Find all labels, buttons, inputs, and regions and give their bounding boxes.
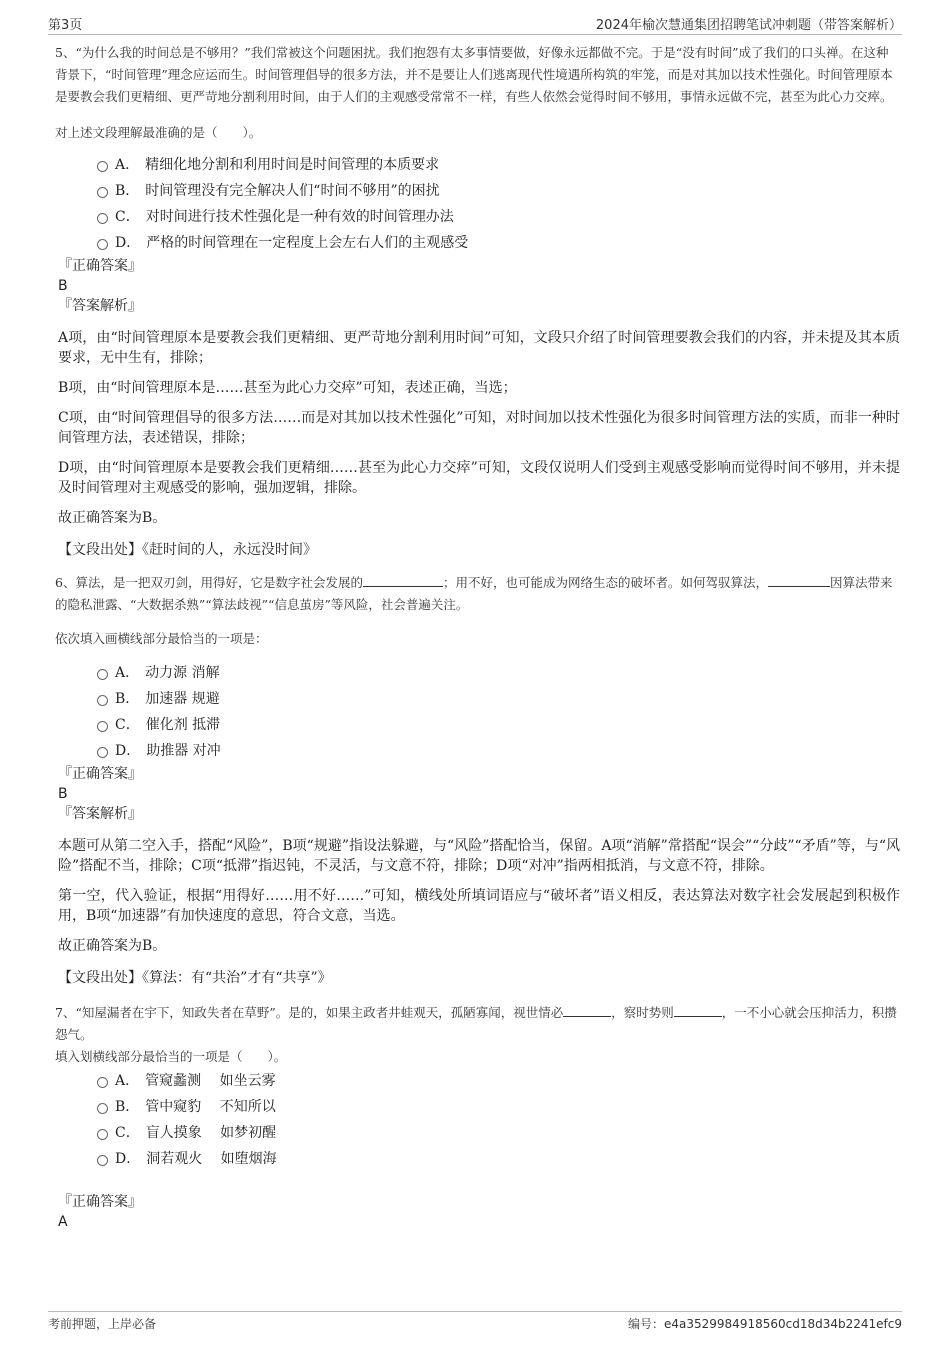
page-content [55, 42, 900, 1232]
blank-line [768, 572, 830, 587]
option-b[interactable]: B． 时间管理没有完全解决人们“时间不够用”的困扰 [95, 178, 900, 204]
blank-line [563, 1002, 611, 1017]
analysis-paragraph: 第一空，代入验证，根据“用得好……用不好……”可知，横线处所填词语应与“破坏者”语义相反，表达算法对数字社会发展起到积极作用，B项“加速器”有加快速度的意思，符合文意，当选。 [58, 888, 900, 924]
source-citation: 【文段出处】《赶时间的人，永远没时间》 [58, 542, 317, 558]
analysis-paragraph: B项，由“时间管理原本是……甚至为此心力交瘁”可知，表述正确，当选； [58, 380, 517, 396]
radio-icon[interactable] [97, 213, 108, 224]
question-5 [55, 42, 900, 560]
analysis-label: 『答案解析』 [58, 806, 142, 822]
page-header [48, 14, 902, 35]
radio-icon[interactable] [97, 669, 108, 680]
question-5-text: 5、“为什么我的时间总是不够用？”我们常被这个问题困扰。我们抱怨有太多事情要做，好像永远都做不完。于是“没有时间”成了我们的口头禅。在这种背景下，“时间管理”理念应运而生。时间管理倡导的很多方法，并不是要让人们逃离现代性境遇所构筑的牢笼，而是对其加以技术性强化。时间管理原本是要教会我们更精细、更严苛地分割利用时间，由于人们的主观感受常常不一样，有些人依然会觉得时间不够用，事情永远做不完，甚至为此心力交瘁。 [55, 45, 893, 104]
answer-value: A [58, 1214, 68, 1230]
question-7-text: 7、“知屋漏者在宇下，知政失者在草野”。是的，如果主政者井蛙观天，孤陋寡闻，视世情必 ，察时势则 ，一不小心就会压抑活力，积攒怨气。 [55, 1002, 900, 1046]
radio-icon[interactable] [97, 721, 108, 732]
option-d[interactable]: D． 助推器 对冲 [95, 738, 900, 764]
radio-icon[interactable] [97, 239, 108, 250]
answer-value: B [58, 786, 68, 802]
option-d[interactable]: D． 洞若观火 如堕烟海 [95, 1146, 900, 1172]
analysis-conclusion: 故正确答案为B。 [58, 510, 167, 526]
radio-icon[interactable] [97, 1077, 108, 1088]
analysis-label: 『答案解析』 [58, 298, 142, 314]
answer-label: 『正确答案』 [58, 1194, 142, 1210]
radio-icon[interactable] [97, 1155, 108, 1166]
analysis-paragraph: C项，由“时间管理倡导的很多方法……而是对其加以技术性强化”可知，对时间加以技术性强化为很多时间管理方法的实质，而非一种时间管理方法，表述错误，排除； [58, 410, 900, 446]
radio-icon[interactable] [97, 1103, 108, 1114]
option-c[interactable]: C． 催化剂 抵滞 [95, 712, 900, 738]
question-7-prompt: 填入划横线部分最恰当的一项是（ ）。 [55, 1049, 287, 1064]
option-c[interactable]: C． 对时间进行技术性强化是一种有效的时间管理办法 [95, 204, 900, 230]
document-title: 2024年榆次慧通集团招聘笔试冲刺题（带答案解析） [595, 18, 902, 33]
analysis-paragraph: A项，由“时间管理原本是要教会我们更精细、更严苛地分割利用时间”可知，文段只介绍了时间管理要教会我们的内容，并未提及其本质要求，无中生有，排除； [58, 330, 900, 366]
question-7 [55, 1002, 900, 1232]
question-6-text: 6、算法，是一把双刃剑，用得好，它是数字社会发展的 ；用不好，也可能成为网络生态的破坏者。如何驾驭算法， 因算法带来的隐私泄露、“大数据杀熟”“算法歧视”“信息茧房”等风险，社会普遍关注。 [55, 572, 900, 616]
page-number: 第3页 [48, 18, 83, 33]
option-a[interactable]: A． 精细化地分割和利用时间是时间管理的本质要求 [95, 152, 900, 178]
blank-line [674, 1002, 722, 1017]
answer-value: B [58, 278, 68, 294]
answer-label: 『正确答案』 [58, 766, 142, 782]
radio-icon[interactable] [97, 695, 108, 706]
radio-icon[interactable] [97, 161, 108, 172]
page-footer [48, 1311, 902, 1334]
option-a[interactable]: A． 动力源 消解 [95, 660, 900, 686]
footer-slogan: 考前押题，上岸必备 [48, 1317, 157, 1331]
analysis-paragraph: 本题可从第二空入手，搭配“风险”，B项“规避”指设法躲避，与“风险”搭配恰当，保留。A项“消解”常搭配“误会”“分歧”“矛盾”等，与“风险”搭配不当，排除；C项“抵滞”指迟钝，不灵活，与文意不符，排除；D项“对冲”指两相抵消，与文意不符，排除。 [58, 838, 900, 874]
analysis-conclusion: 故正确答案为B。 [58, 938, 167, 954]
option-a[interactable]: A． 管窥蠡测 如坐云雾 [95, 1068, 900, 1094]
question-5-options [55, 152, 900, 256]
radio-icon[interactable] [97, 1129, 108, 1140]
radio-icon[interactable] [97, 747, 108, 758]
question-6-prompt: 依次填入画横线部分最恰当的一项是： [55, 631, 268, 646]
blank-line [363, 572, 443, 587]
question-6-options [55, 660, 900, 764]
source-citation: 【文段出处】《算法：有“共治”才有“共享”》 [58, 970, 332, 986]
analysis-paragraph: D项，由“时间管理原本是要教会我们更精细……甚至为此心力交瘁”可知，文段仅说明人们受到主观感受影响而觉得时间不够用，并未提及时间管理对主观感受的影响，强加逻辑，排除。 [58, 460, 900, 496]
option-b[interactable]: B． 加速器 规避 [95, 686, 900, 712]
option-b[interactable]: B． 管中窥豹 不知所以 [95, 1094, 900, 1120]
option-d[interactable]: D． 严格的时间管理在一定程度上会左右人们的主观感受 [95, 230, 900, 256]
question-7-options [55, 1068, 900, 1172]
question-6 [55, 572, 900, 988]
question-5-prompt: 对上述文段理解最准确的是（ ）。 [55, 125, 262, 140]
document-id: 编号：e4a3529984918560cd18d34b2241efc9 [628, 1317, 902, 1331]
answer-label: 『正确答案』 [58, 258, 142, 274]
radio-icon[interactable] [97, 187, 108, 198]
option-c[interactable]: C． 盲人摸象 如梦初醒 [95, 1120, 900, 1146]
